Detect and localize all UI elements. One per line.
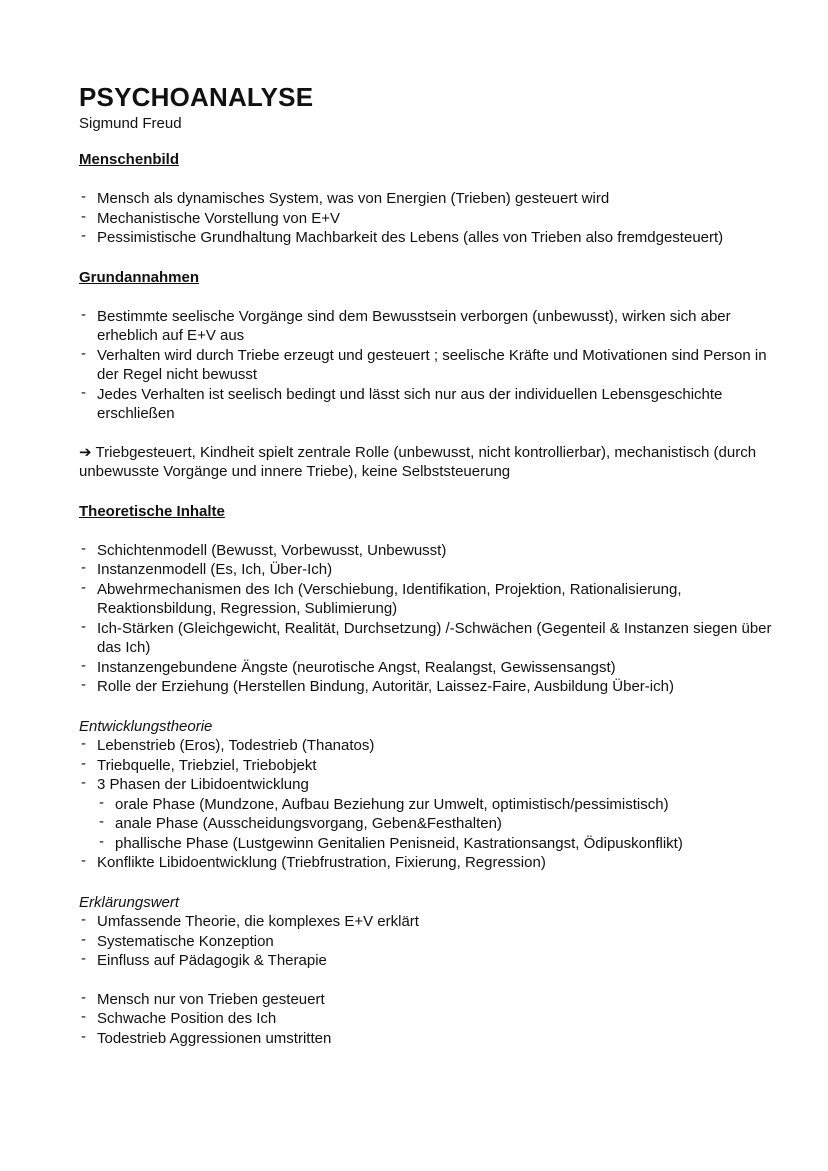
- list-entwicklungstheorie-after: [79, 853, 779, 873]
- list-erklaerungswert-cons: [79, 990, 779, 1049]
- list-entwicklungstheorie: [79, 736, 779, 795]
- list-item: - Mensch als dynamisches System, was von Energien (Trieben) gesteuert wird: [79, 189, 779, 209]
- list-item: - Pessimistische Grundhaltung Machbarkeit des Lebens (alles von Trieben also fremdgesteuert): [79, 228, 779, 248]
- list-item: - Schwache Position des Ich: [79, 1009, 779, 1029]
- section-heading-erklaerungswert: Erklärungswert: [79, 893, 180, 911]
- conclusion-text: ➔ Triebgesteuert, Kindheit spielt zentrale Rolle (unbewusst, nicht kontrollierbar), mechanistisch (durch unbewusste Vorgänge und innere Triebe), keine Selbststeuerung: [79, 443, 757, 480]
- section-erklaerungswert: [79, 893, 779, 1049]
- list-item: - Instanzengebundene Ängste (neurotische Angst, Realangst, Gewissensangst): [79, 658, 779, 678]
- document-title: PSYCHOANALYSE: [79, 82, 314, 112]
- list-theoretische-inhalte: [79, 541, 779, 697]
- phase-item: - phallische Phase (Lustgewinn Genitalien Penisneid, Kastrationsangst, Ödipuskonflikt): [79, 834, 779, 854]
- list-item: - Verhalten wird durch Triebe erzeugt und gesteuert ; seelische Kräfte und Motivationen sind Person in der Regel nicht bewusst: [79, 346, 779, 385]
- list-item: - Konflikte Libidoentwicklung (Triebfrustration, Fixierung, Regression): [79, 853, 779, 873]
- list-item: - Bestimmte seelische Vorgänge sind dem Bewusstsein verborgen (unbewusst), wirken sich aber erheblich auf E+V aus: [79, 307, 779, 346]
- list-item: - Mechanistische Vorstellung von E+V: [79, 209, 779, 229]
- list-item: - Triebquelle, Triebziel, Triebobjekt: [79, 756, 779, 776]
- document-page: [79, 82, 779, 1048]
- section-heading-menschenbild: Menschenbild: [79, 151, 180, 168]
- list-grundannahmen: [79, 307, 779, 424]
- list-item: - Schichtenmodell (Bewusst, Vorbewusst, Unbewusst): [79, 541, 779, 561]
- section-menschenbild: [79, 150, 779, 248]
- list-item: - Ich-Stärken (Gleichgewicht, Realität, Durchsetzung) /-Schwächen (Gegenteil & Instanzen siegen über das Ich): [79, 619, 779, 658]
- section-heading-theoretische-inhalte: Theoretische Inhalte: [79, 502, 225, 520]
- list-menschenbild: [79, 189, 779, 248]
- list-item: - Jedes Verhalten ist seelisch bedingt und lässt sich nur aus der individuellen Lebensgeschichte erschließen: [79, 385, 779, 424]
- phase-item: - anale Phase (Ausscheidungsvorgang, Geben&Festhalten): [79, 814, 779, 834]
- list-item: - Instanzenmodell (Es, Ich, Über-Ich): [79, 560, 779, 580]
- list-item: - 3 Phasen der Libidoentwicklung: [79, 775, 779, 795]
- section-entwicklungstheorie: [79, 717, 779, 873]
- section-heading-grundannahmen: Grundannahmen: [79, 268, 200, 286]
- document-author: Sigmund Freud: [79, 115, 182, 132]
- section-heading-entwicklungstheorie: Entwicklungstheorie: [79, 717, 213, 735]
- list-libido-phases: [79, 795, 779, 854]
- list-item: - Umfassende Theorie, die komplexes E+V erklärt: [79, 912, 779, 932]
- list-item: - Mensch nur von Trieben gesteuert: [79, 990, 779, 1010]
- list-item: - Abwehrmechanismen des Ich (Verschiebung, Identifikation, Projektion, Rationalisierung, Reaktionsbildung, Regression, Sublimierung): [79, 580, 779, 619]
- list-item: - Rolle der Erziehung (Herstellen Bindung, Autoritär, Laissez-Faire, Ausbildung Über-ich): [79, 677, 779, 697]
- list-item: - Systematische Konzeption: [79, 932, 779, 952]
- phase-item: - orale Phase (Mundzone, Aufbau Beziehung zur Umwelt, optimistisch/pessimistisch): [79, 795, 779, 815]
- list-item: - Einfluss auf Pädagogik & Therapie: [79, 951, 779, 971]
- list-item: - Todestrieb Aggressionen umstritten: [79, 1029, 779, 1049]
- section-grundannahmen: [79, 268, 779, 482]
- section-theoretische-inhalte: [79, 502, 779, 697]
- list-item: - Lebenstrieb (Eros), Todestrieb (Thanatos): [79, 736, 779, 756]
- list-erklaerungswert-pros: [79, 912, 779, 971]
